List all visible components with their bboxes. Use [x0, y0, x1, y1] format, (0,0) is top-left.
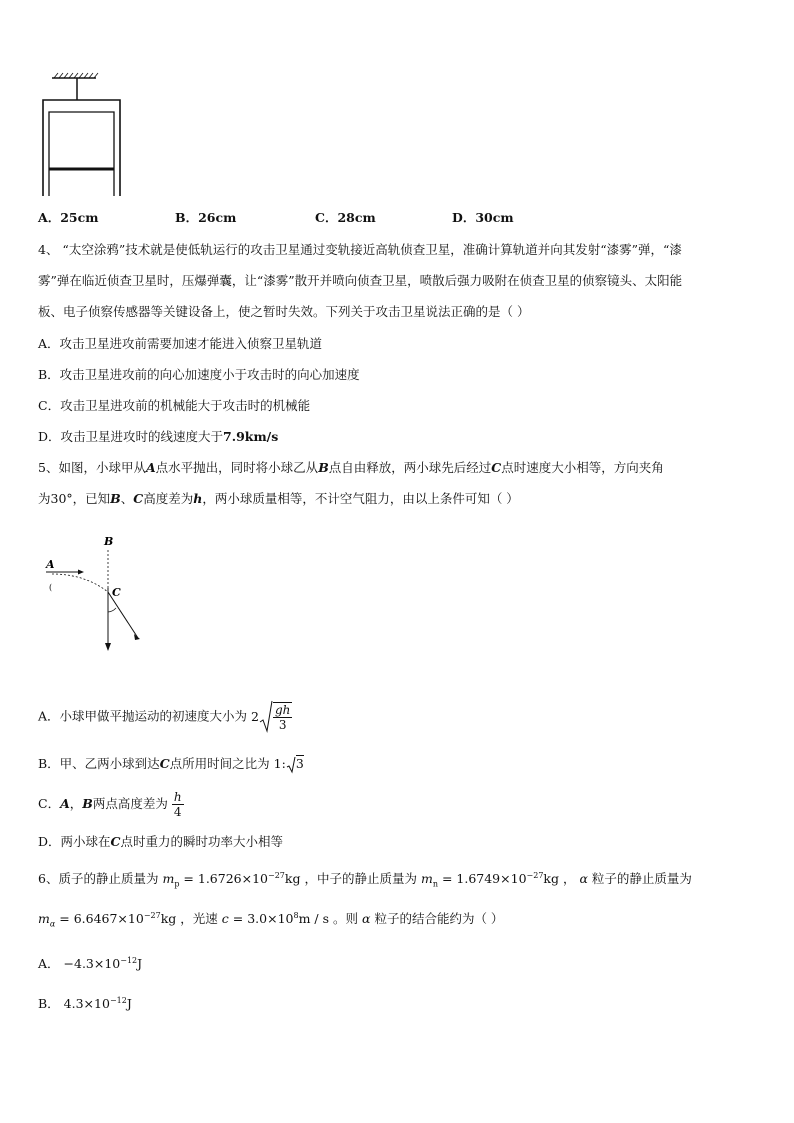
q3-option-a: A．25cm — [38, 210, 99, 225]
q4-option-c: C．攻击卫星进攻前的机械能大于攻击时的机械能 — [38, 398, 311, 413]
q5-option-a: A．小球甲做平抛运动的初速度大小为 2 $\frac{gh}{3}$ — [38, 703, 291, 732]
figure-label-c: C — [112, 586, 121, 599]
q6-option-b: B． $4.3\times 10^{-12}J$ — [38, 995, 132, 1011]
q6-stem-line-1: 6、质子的静止质量为 $m_p = 1.6726\times 10^{-27}kg$ ，中子的静止质量为 $m_n = 1.6749\times 10^{-27}kg$ ， α 粒子的静止质量为 — [38, 870, 692, 889]
q4-stem-line-3: 板、电子侦察传感器等关键设备上，使之暂时失效。下列关于攻击卫星说法正确的是（ ） — [38, 304, 530, 319]
q3-option-d: D．30cm — [452, 210, 514, 225]
q6-stem-line-2: $m_\alpha = 6.6467\times 10^{-27}kg$ ，光速 $c = 3.0\times 10^8m / s$ 。则 α 粒子的结合能约为（ ） — [38, 910, 504, 929]
q4-option-b: B．攻击卫星进攻前的向心加速度小于攻击时的向心加速度 — [38, 367, 360, 382]
q5-stem-line-1: 5、如图，小球甲从A点水平抛出，同时将小球乙从B点自由释放，两小球先后经过C点时速度大小相等，方向夹角 — [38, 460, 664, 475]
q5-option-d: D．两小球在C点时重力的瞬时功率大小相等 — [38, 834, 283, 849]
q3-option-b: B．26cm — [175, 210, 237, 225]
svg-text:(: ( — [49, 583, 53, 592]
q5-option-c: C．A，B两点高度差为 $\frac{h}{4}$ — [38, 790, 182, 819]
q5-option-b: B．甲、乙两小球到达C点所用时间之比为 1: 3 — [38, 756, 304, 771]
q4-stem-line-1: 4、 “太空涂鸦”技术就是使低轨运行的攻击卫星通过变轨接近高轨侦查卫星，准确计算轨道并向其发射“漆雾”弹，“漆 — [38, 242, 682, 257]
fraction-h-over-4: $\frac{h}{4}$ — [173, 790, 182, 819]
q4-stem-line-2: 雾”弹在临近侦查卫星时，压爆弹囊，让“漆雾”散开并喷向侦查卫星，喷散后强力吸附在侦查卫星的侦察镜头、太阳能 — [38, 273, 683, 288]
figure-label-a: A — [46, 558, 55, 571]
q6-option-a: A． $-4.3\times 10^{-12}J$ — [38, 955, 143, 971]
q3-figure — [38, 72, 128, 198]
q3-option-c: C．28cm — [315, 210, 376, 225]
q4-option-d: D．攻击卫星进攻时的线速度大于7.9km/s — [38, 429, 279, 444]
q5-figure — [40, 530, 160, 660]
q5-stem-line-2: 为30°，已知B、C高度差为h，两小球质量相等，不计空气阻力，由以上条件可知（ ） — [38, 491, 519, 506]
ratio-expression: 1: 3 — [273, 756, 304, 771]
sqrt-expression: 2 $\frac{gh}{3}$ — [251, 703, 291, 732]
figure-label-b: B — [104, 535, 114, 548]
q4-option-a: A．攻击卫星进攻前需要加速才能进入侦察卫星轨道 — [38, 336, 323, 351]
